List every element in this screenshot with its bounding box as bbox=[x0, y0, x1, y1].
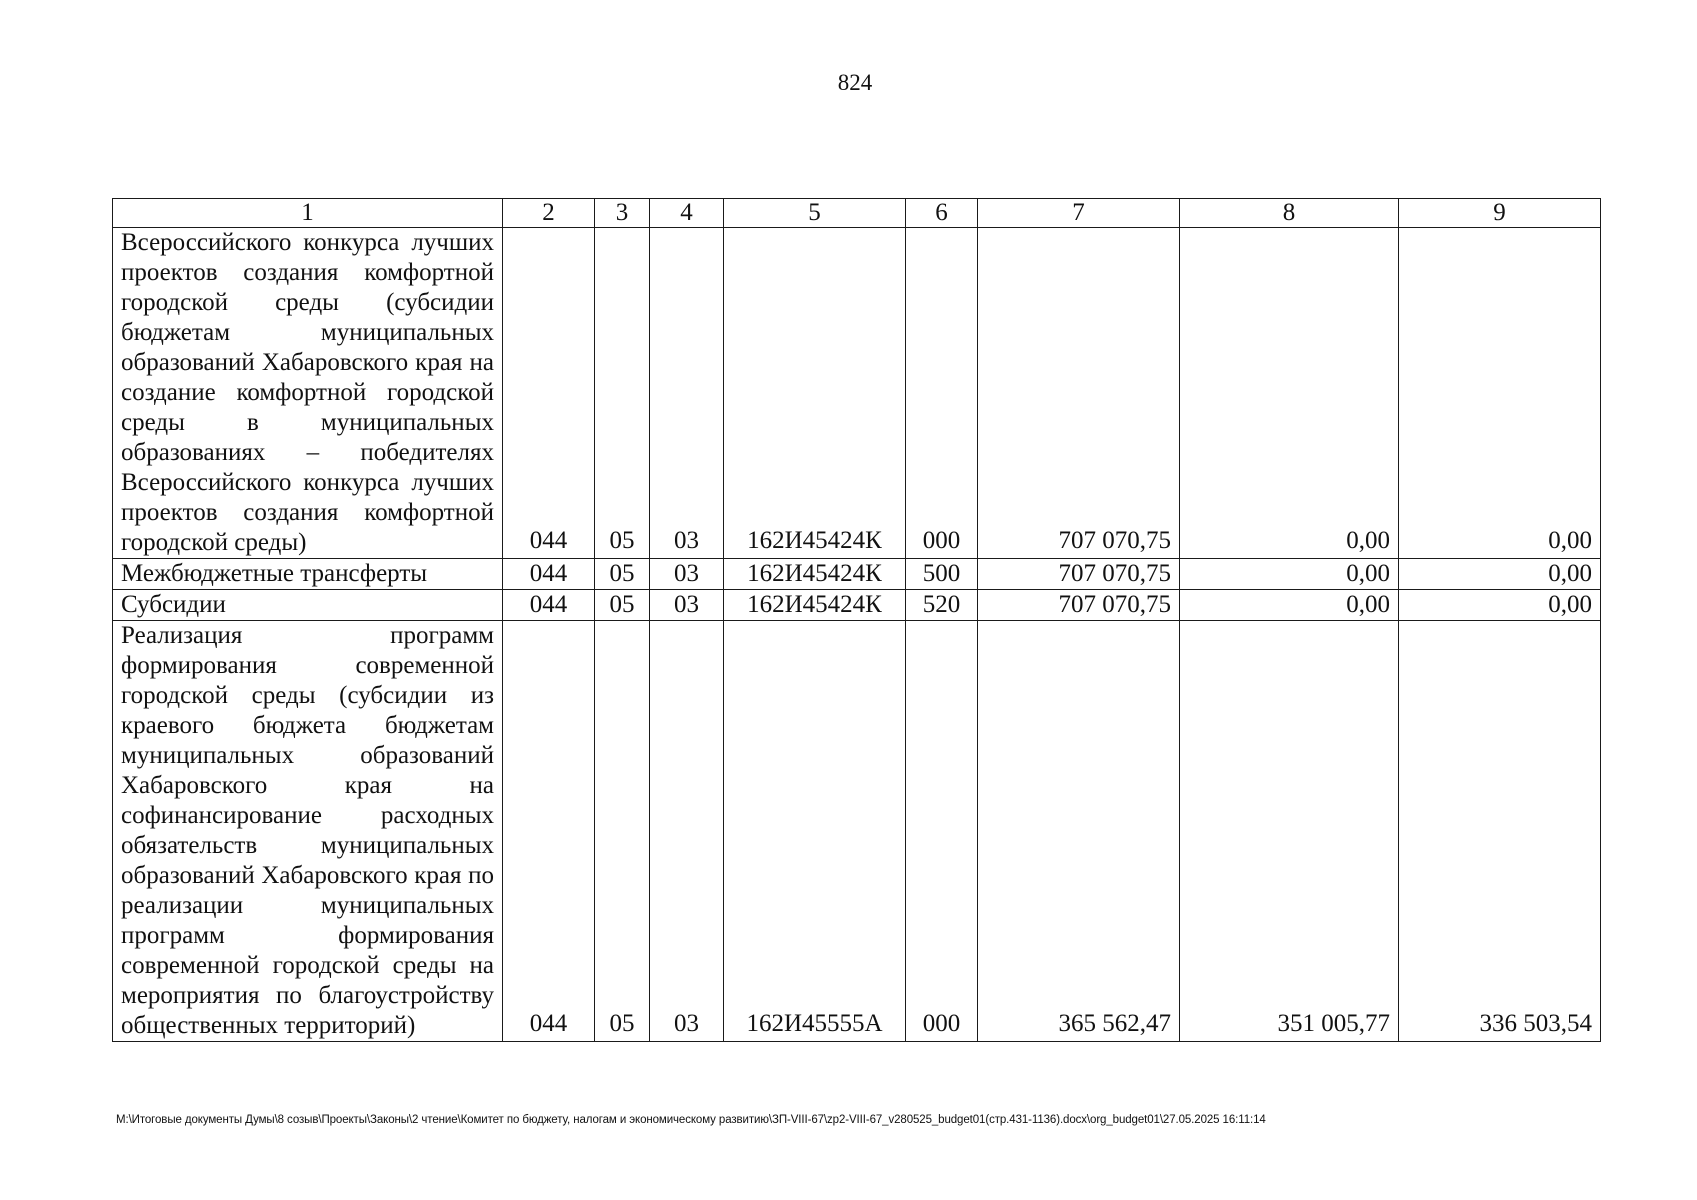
cell-section-code: 05 bbox=[595, 559, 650, 590]
cell-amount-col9: 0,00 bbox=[1399, 559, 1601, 590]
cell-amount-col7: 365 562,47 bbox=[978, 621, 1180, 1042]
row-description: Межбюджетные трансферты bbox=[113, 559, 503, 590]
row-description: Субсидии bbox=[113, 590, 503, 621]
cell-amount-col8: 0,00 bbox=[1180, 559, 1399, 590]
column-header: 8 bbox=[1180, 199, 1399, 228]
cell-amount-col7: 707 070,75 bbox=[978, 590, 1180, 621]
column-header: 6 bbox=[906, 199, 978, 228]
cell-expense-type-code: 500 bbox=[906, 559, 978, 590]
table-row bbox=[113, 590, 1601, 621]
cell-amount-col8: 351 005,77 bbox=[1180, 621, 1399, 1042]
page-number: 824 bbox=[837, 70, 873, 95]
column-header: 3 bbox=[595, 199, 650, 228]
cell-section-code: 05 bbox=[595, 228, 650, 559]
cell-amount-col9: 0,00 bbox=[1399, 228, 1601, 559]
cell-expense-type-code: 000 bbox=[906, 621, 978, 1042]
column-header: 5 bbox=[724, 199, 906, 228]
cell-expense-type-code: 000 bbox=[906, 228, 978, 559]
column-header: 1 bbox=[113, 199, 503, 228]
cell-amount-col9: 336 503,54 bbox=[1399, 621, 1601, 1042]
table-row bbox=[113, 228, 1601, 559]
cell-ministry-code: 044 bbox=[503, 559, 595, 590]
column-header: 7 bbox=[978, 199, 1180, 228]
table-row bbox=[113, 559, 1601, 590]
cell-subsection-code: 03 bbox=[650, 621, 724, 1042]
cell-subsection-code: 03 bbox=[650, 228, 724, 559]
cell-amount-col8: 0,00 bbox=[1180, 590, 1399, 621]
cell-section-code: 05 bbox=[595, 621, 650, 1042]
column-header: 4 bbox=[650, 199, 724, 228]
cell-ministry-code: 044 bbox=[503, 228, 595, 559]
cell-section-code: 05 bbox=[595, 590, 650, 621]
cell-subsection-code: 03 bbox=[650, 559, 724, 590]
cell-amount-col7: 707 070,75 bbox=[978, 559, 1180, 590]
cell-amount-col8: 0,00 bbox=[1180, 228, 1399, 559]
cell-ministry-code: 044 bbox=[503, 621, 595, 1042]
budget-table bbox=[112, 198, 1601, 1042]
table-row bbox=[113, 621, 1601, 1042]
cell-subsection-code: 03 bbox=[650, 590, 724, 621]
cell-ministry-code: 044 bbox=[503, 590, 595, 621]
row-description: Всероссийского конкурса лучших проектов создания комфортной городской среды (субсидии бюджетам муниципальных образований Хабаровского края на создание комфортной городской среды в муниципальных образованиях – победителях Всероссийского конкурса лучших проектов создания комфортной городской среды) bbox=[113, 228, 503, 559]
table-header-row bbox=[113, 199, 1601, 228]
column-header: 2 bbox=[503, 199, 595, 228]
document-file-path: M:\Итоговые документы Думы\8 созыв\Проекты\Законы\2 чтение\Комитет по бюджету, налогам и экономическому развитию\ЗП-VIII-67\zp2-VIII-67_v280525_budget01(стр.431-1136).docx\org_budget01\27.05.2025 16:11:14 bbox=[116, 1114, 1266, 1126]
cell-target-item-code: 162И45424К bbox=[724, 559, 906, 590]
column-header: 9 bbox=[1399, 199, 1601, 228]
cell-target-item-code: 162И45555А bbox=[724, 621, 906, 1042]
cell-target-item-code: 162И45424К bbox=[724, 228, 906, 559]
cell-expense-type-code: 520 bbox=[906, 590, 978, 621]
cell-amount-col7: 707 070,75 bbox=[978, 228, 1180, 559]
cell-target-item-code: 162И45424К bbox=[724, 590, 906, 621]
row-description: Реализация программ формирования современной городской среды (субсидии из краевого бюджета бюджетам муниципальных образований Хабаровского края на софинансирование расходных обязательств муниципальных образований Хабаровского края по реализации муниципальных программ формирования современной городской среды на мероприятия по благоустройству общественных территорий) bbox=[113, 621, 503, 1042]
cell-amount-col9: 0,00 bbox=[1399, 590, 1601, 621]
